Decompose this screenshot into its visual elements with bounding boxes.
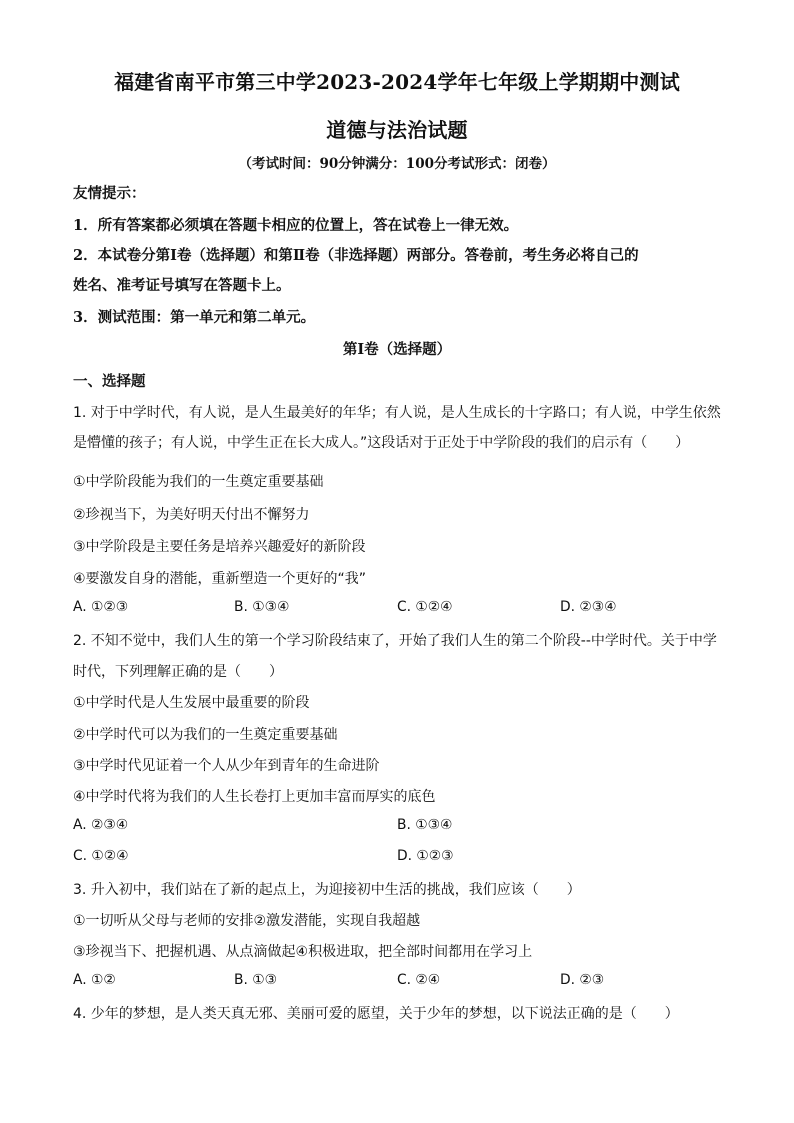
option-c[interactable]: C. ①②④ [397,599,453,615]
option-d[interactable]: D. ②③④ [560,599,617,615]
option-d[interactable]: D. ②③ [560,972,605,988]
question-1-statement: ④要激发自身的潜能，重新塑造一个更好的“我” [73,571,367,587]
option-d[interactable]: D. ①②③ [397,848,454,864]
option-a[interactable]: A. ①②③ [73,599,129,615]
question-3-statement: ③珍视当下、把握机遇、从点滴做起④积极进取，把全部时间都用在学习上 [73,944,533,960]
question-4-stem: 4. 少年的梦想，是人类天真无邪、美丽可爱的愿望，关于少年的梦想，以下说法正确的是（ ） [73,1006,679,1022]
tips-heading: 友情提示： [73,185,146,202]
question-2-statement: ①中学时代是人生发展中最重要的阶段 [73,695,310,711]
question-1-statement: ②珍视当下，为美好明天付出不懈努力 [73,507,310,523]
option-a[interactable]: A. ①② [73,972,116,988]
tip-item: 姓名、准考证号填写在答题卡上。 [73,277,291,294]
option-b[interactable]: B. ①③④ [234,599,290,615]
question-2-statement: ②中学时代可以为我们的一生奠定重要基础 [73,727,338,743]
option-c[interactable]: C. ②④ [397,972,441,988]
exam-subject: 道德与法治试题 [326,118,468,142]
tip-item: 3．测试范围：第一单元和第二单元。 [73,309,316,326]
question-2-statement: ③中学时代见证着一个人从少年到青年的生命进阶 [73,758,380,774]
question-1-stem: 1. 对于中学时代，有人说，是人生最美好的年华；有人说，是人生成长的十字路口；有人说，中学生依然 [73,405,721,421]
option-c[interactable]: C. ①②④ [73,848,129,864]
exam-info: （考试时间：90分钟满分：100分考试形式：闭卷） [238,156,556,172]
exam-title: 福建省南平市第三中学2023-2024学年七年级上学期期中测试 [114,70,680,94]
option-b[interactable]: B. ①③ [234,972,277,988]
question-1-statement: ①中学阶段能为我们的一生奠定重要基础 [73,474,324,490]
question-2-statement: ④中学时代将为我们的人生长卷打上更加丰富而厚实的底色 [73,789,436,805]
question-1-statement: ③中学阶段是主要任务是培养兴趣爱好的新阶段 [73,539,366,555]
question-2-stem: 2. 不知不觉中，我们人生的第一个学习阶段结束了，开始了我们人生的第二个阶段--中学时代。关于中学 [73,633,717,649]
question-3-stem: 3. 升入初中，我们站在了新的起点上，为迎接初中生活的挑战，我们应该（ ） [73,882,581,898]
option-b[interactable]: B. ①③④ [397,817,453,833]
part-title: 第Ⅰ卷（选择题） [342,341,452,358]
question-2-stem: 时代，下列理解正确的是（ ） [73,664,283,680]
option-a[interactable]: A. ②③④ [73,817,129,833]
tip-item: 2．本试卷分第Ⅰ卷（选择题）和第Ⅱ卷（非选择题）两部分。答卷前，考生务必将自己的 [73,247,639,264]
question-1-stem: 是懵懂的孩子；有人说，中学生正在长大成人。”这段话对于正处于中学阶段的我们的启示有（ ） [73,435,690,451]
tip-item: 1．所有答案都必须填在答题卡相应的位置上，答在试卷上一律无效。 [73,217,519,234]
section-heading: 一、选择题 [73,373,146,390]
question-3-statement: ①一切听从父母与老师的安排②激发潜能，实现自我超越 [73,913,421,929]
